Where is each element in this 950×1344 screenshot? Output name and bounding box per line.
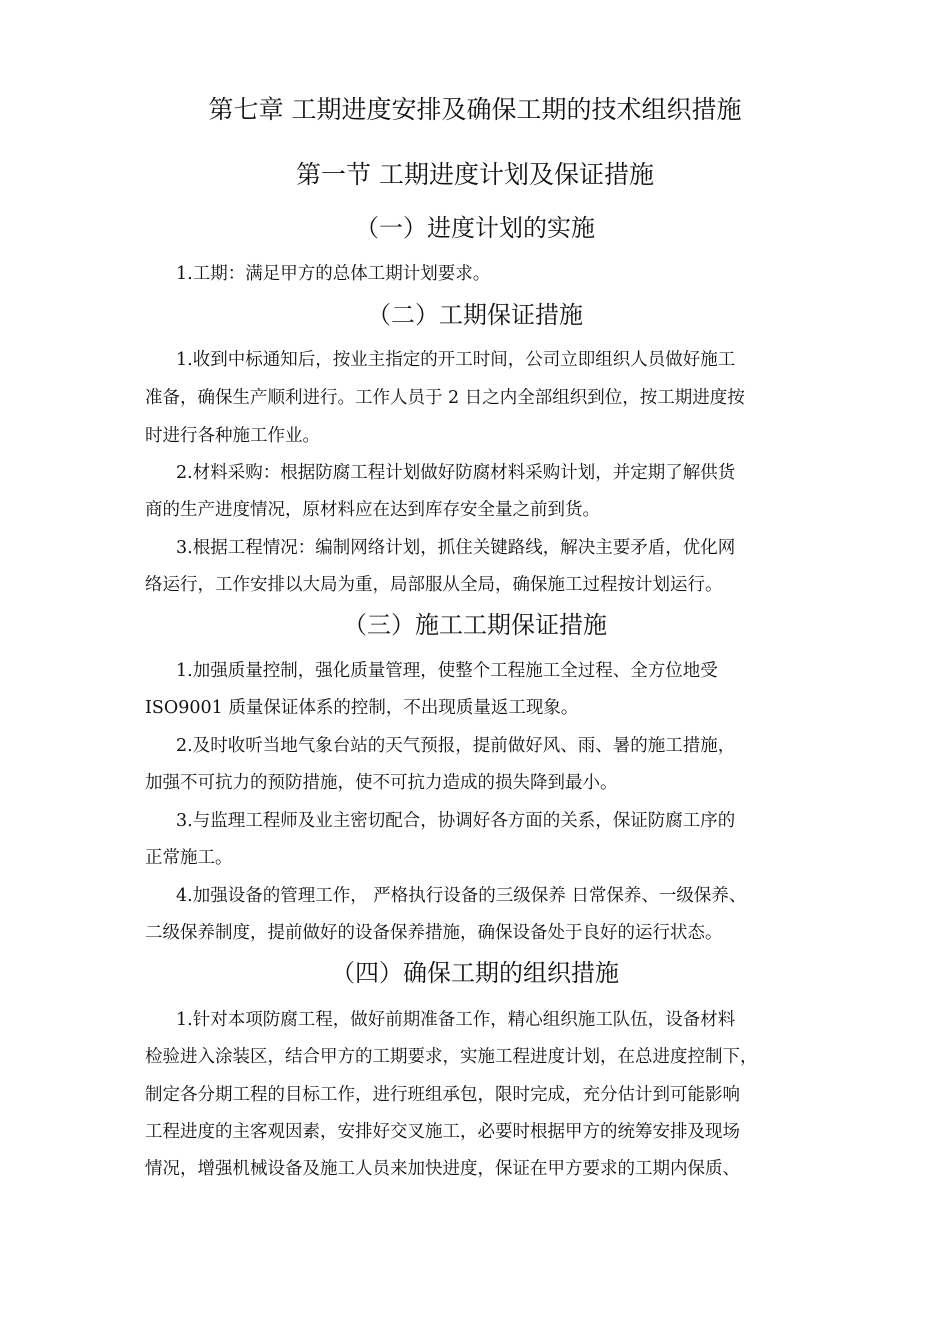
paragraph-line: 时进行各种施工作业。	[145, 426, 320, 446]
paragraph-line: 制定各分期工程的目标工作，进行班组承包，限时完成，充分估计到可能影响	[145, 1085, 740, 1105]
paragraph-line: 商的生产进度情况，原材料应在达到库存安全量之前到货。	[145, 500, 600, 520]
paragraph-line: ISO9001 质量保证体系的控制，不出现质量返工现象。	[145, 698, 579, 718]
section-title: 第一节 工期进度计划及保证措施	[296, 160, 654, 189]
paragraph-line: 1.工期：满足甲方的总体工期计划要求。	[176, 264, 491, 284]
paragraph-line: 2.及时收听当地气象台站的天气预报，提前做好风、雨、暑的施工措施，	[176, 736, 736, 756]
paragraph-line: 1.加强质量控制，强化质量管理，使整个工程施工全过程、全方位地受	[176, 661, 718, 681]
chapter-title: 第七章 工期进度安排及确保工期的技术组织措施	[208, 95, 742, 124]
paragraph-line: 络运行，工作安排以大局为重，局部服从全局，确保施工过程按计划运行。	[145, 575, 723, 595]
subsection-heading-3: （三）施工工期保证措施	[343, 611, 607, 639]
paragraph-line: 3.与监理工程师及业主密切配合，协调好各方面的关系，保证防腐工序的	[176, 811, 736, 831]
paragraph-line: 情况，增强机械设备及施工人员来加快进度，保证在甲方要求的工期内保质、	[145, 1159, 740, 1179]
paragraph-line: 正常施工。	[145, 848, 233, 868]
paragraph-line: 2.材料采购：根据防腐工程计划做好防腐材料采购计划，并定期了解供货	[176, 463, 736, 483]
subsection-heading-4: （四）确保工期的组织措施	[331, 959, 619, 987]
paragraph-line: 工程进度的主客观因素，安排好交叉施工，必要时根据甲方的统筹安排及现场	[145, 1122, 740, 1142]
paragraph-line: 1.收到中标通知后，按业主指定的开工时间，公司立即组织人员做好施工	[176, 350, 736, 370]
paragraph-line: 检验进入涂装区，结合甲方的工期要求，实施工程进度计划，在总进度控制下，	[145, 1047, 758, 1067]
subsection-heading-2: （二）工期保证措施	[367, 301, 583, 329]
paragraph-line: 加强不可抗力的预防措施，使不可抗力造成的损失降到最小。	[145, 773, 618, 793]
paragraph-line: 4.加强设备的管理工作， 严格执行设备的三级保养 日常保养、一级保养、	[176, 886, 747, 906]
paragraph-line: 准备，确保生产顺利进行。工作人员于 2 日之内全部组织到位，按工期进度按	[145, 388, 745, 408]
paragraph-line: 二级保养制度，提前做好的设备保养措施，确保设备处于良好的运行状态。	[145, 923, 723, 943]
paragraph-line: 1.针对本项防腐工程，做好前期准备工作，精心组织施工队伍，设备材料	[176, 1010, 736, 1030]
subsection-heading-1: （一）进度计划的实施	[355, 214, 595, 242]
paragraph-line: 3.根据工程情况：编制网络计划，抓住关键路线，解决主要矛盾，优化网	[176, 538, 736, 558]
